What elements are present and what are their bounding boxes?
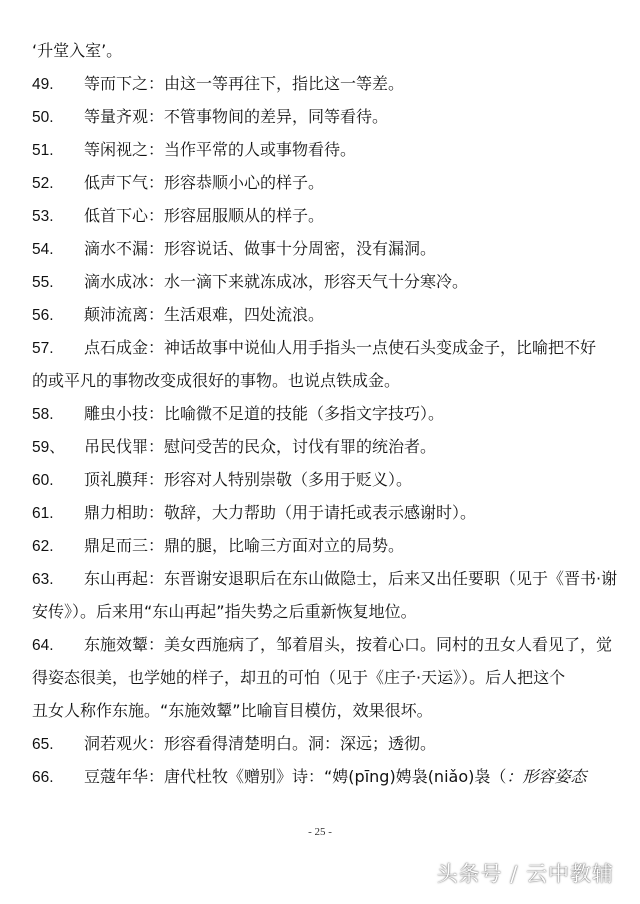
list-item: [32, 760, 632, 793]
idiom-definition: ：东晋谢安退职后在东山做隐士，后来又出任要职（见于《晋书·谢: [148, 569, 618, 588]
idiom-definition: ：敬辞，大力帮助（用于请托或表示感谢时）。: [148, 503, 477, 522]
list-item: [32, 199, 632, 232]
idiom-term: 低声下气: [84, 173, 149, 192]
idiom-term: 吊民伐罪: [84, 437, 149, 456]
idiom-term: 滴水不漏: [84, 239, 149, 258]
item-number: 57.: [32, 340, 54, 357]
idiom-term: 雕虫小技: [84, 404, 149, 423]
idiom-definition: ‘升堂入室’。: [32, 41, 123, 60]
idiom-definition: ：形容对人特别崇敬（多用于贬义）。: [148, 470, 413, 489]
list-item-continuation: [32, 661, 632, 694]
item-number: 65.: [32, 736, 54, 753]
item-number: 62.: [32, 538, 54, 555]
list-item: [32, 298, 632, 331]
italic-annotation: ：形容姿态: [506, 767, 587, 786]
idiom-term: 低首下心: [84, 206, 149, 225]
item-number: 61.: [32, 505, 54, 522]
item-number: 55.: [32, 274, 54, 291]
idiom-definition: ：慰问受苦的民众，讨伐有罪的统治者。: [148, 437, 437, 456]
item-number: 60.: [32, 472, 54, 489]
list-item: [32, 100, 632, 133]
list-item: [32, 331, 632, 364]
idiom-definition: ：唐代杜牧《赠别》诗：“娉(pīng)娉袅(niǎo)袅（: [148, 767, 507, 786]
list-item-continuation: [32, 694, 632, 727]
idiom-term: 颠沛流离: [84, 305, 149, 324]
list-item: [32, 496, 632, 529]
idiom-term: 洞若观火: [84, 734, 149, 753]
idiom-definition: ：由这一等再往下，指比这一等差。: [148, 74, 405, 93]
list-item-continuation: [32, 364, 632, 397]
idiom-term: 东施效颦: [84, 635, 149, 654]
item-number: 51.: [32, 142, 54, 159]
idiom-term: 鼎力相助: [84, 503, 149, 522]
item-number: 50.: [32, 109, 54, 126]
list-item: [32, 232, 632, 265]
idiom-term: 等量齐观: [84, 107, 149, 126]
idiom-term: 顶礼膜拜: [84, 470, 149, 489]
idiom-definition: ：比喻微不足道的技能（多指文字技巧）。: [148, 404, 445, 423]
idiom-definition: ：形容说话、做事十分周密，没有漏洞。: [148, 239, 437, 258]
idiom-definition: ：形容屈服顺从的样子。: [148, 206, 325, 225]
watermark: 头条号 / 云中教辅: [436, 862, 614, 886]
idiom-definition: ：形容恭顺小心的样子。: [148, 173, 325, 192]
list-item: [32, 529, 632, 562]
list-item: [32, 628, 632, 661]
list-item: [32, 67, 632, 100]
list-item-continuation: [32, 595, 632, 628]
idiom-term: 点石成金: [84, 338, 149, 357]
item-number: 59、: [32, 439, 65, 456]
idiom-definition: ：水一滴下来就冻成冰，形容天气十分寒冷。: [148, 272, 469, 291]
list-item: [32, 562, 632, 595]
idiom-definition: ：当作平常的人或事物看待。: [148, 140, 357, 159]
idiom-definition: 得姿态很美，也学她的样子，却丑的可怕（见于《庄子·天运》）。后人把这个: [32, 668, 566, 687]
idiom-term: 东山再起: [84, 569, 149, 588]
list-item-continuation: [32, 34, 632, 67]
list-item: [32, 166, 632, 199]
idiom-term: 豆蔻年华: [84, 767, 149, 786]
idiom-definition: ：神话故事中说仙人用手指头一点使石头变成金子，比喻把不好: [148, 338, 597, 357]
page-number: - 25 -: [308, 826, 332, 838]
idiom-term: 鼎足而三: [84, 536, 149, 555]
idiom-definition: ：鼎的腿，比喻三方面对立的局势。: [148, 536, 405, 555]
item-number: 54.: [32, 241, 54, 258]
list-item: [32, 463, 632, 496]
idiom-list: [32, 34, 632, 793]
item-number: 53.: [32, 208, 54, 225]
item-number: 66.: [32, 769, 54, 786]
list-item: [32, 430, 632, 463]
idiom-definition: 安传》）。后来用“东山再起”指失势之后重新恢复地位。: [32, 602, 417, 621]
idiom-term: 滴水成冰: [84, 272, 149, 291]
idiom-definition: ：美女西施病了，邹着眉头，按着心口。同村的丑女人看见了，觉: [148, 635, 613, 654]
idiom-definition: ：不管事物间的差异，同等看待。: [148, 107, 389, 126]
list-item: [32, 397, 632, 430]
list-item: [32, 265, 632, 298]
item-number: 58.: [32, 406, 54, 423]
item-number: 56.: [32, 307, 54, 324]
item-number: 49.: [32, 76, 54, 93]
item-number: 52.: [32, 175, 54, 192]
idiom-definition: ：生活艰难，四处流浪。: [148, 305, 325, 324]
idiom-term: 等而下之: [84, 74, 149, 93]
item-number: 63.: [32, 571, 54, 588]
list-item: [32, 133, 632, 166]
item-number: 64.: [32, 637, 54, 654]
idiom-definition: 丑女人称作东施。“东施效颦”比喻盲目模仿，效果很坏。: [32, 701, 433, 720]
idiom-term: 等闲视之: [84, 140, 149, 159]
idiom-definition: ：形容看得清楚明白。洞：深远；透彻。: [148, 734, 437, 753]
idiom-definition: 的或平凡的事物改变成很好的事物。也说点铁成金。: [32, 371, 401, 390]
list-item: [32, 727, 632, 760]
